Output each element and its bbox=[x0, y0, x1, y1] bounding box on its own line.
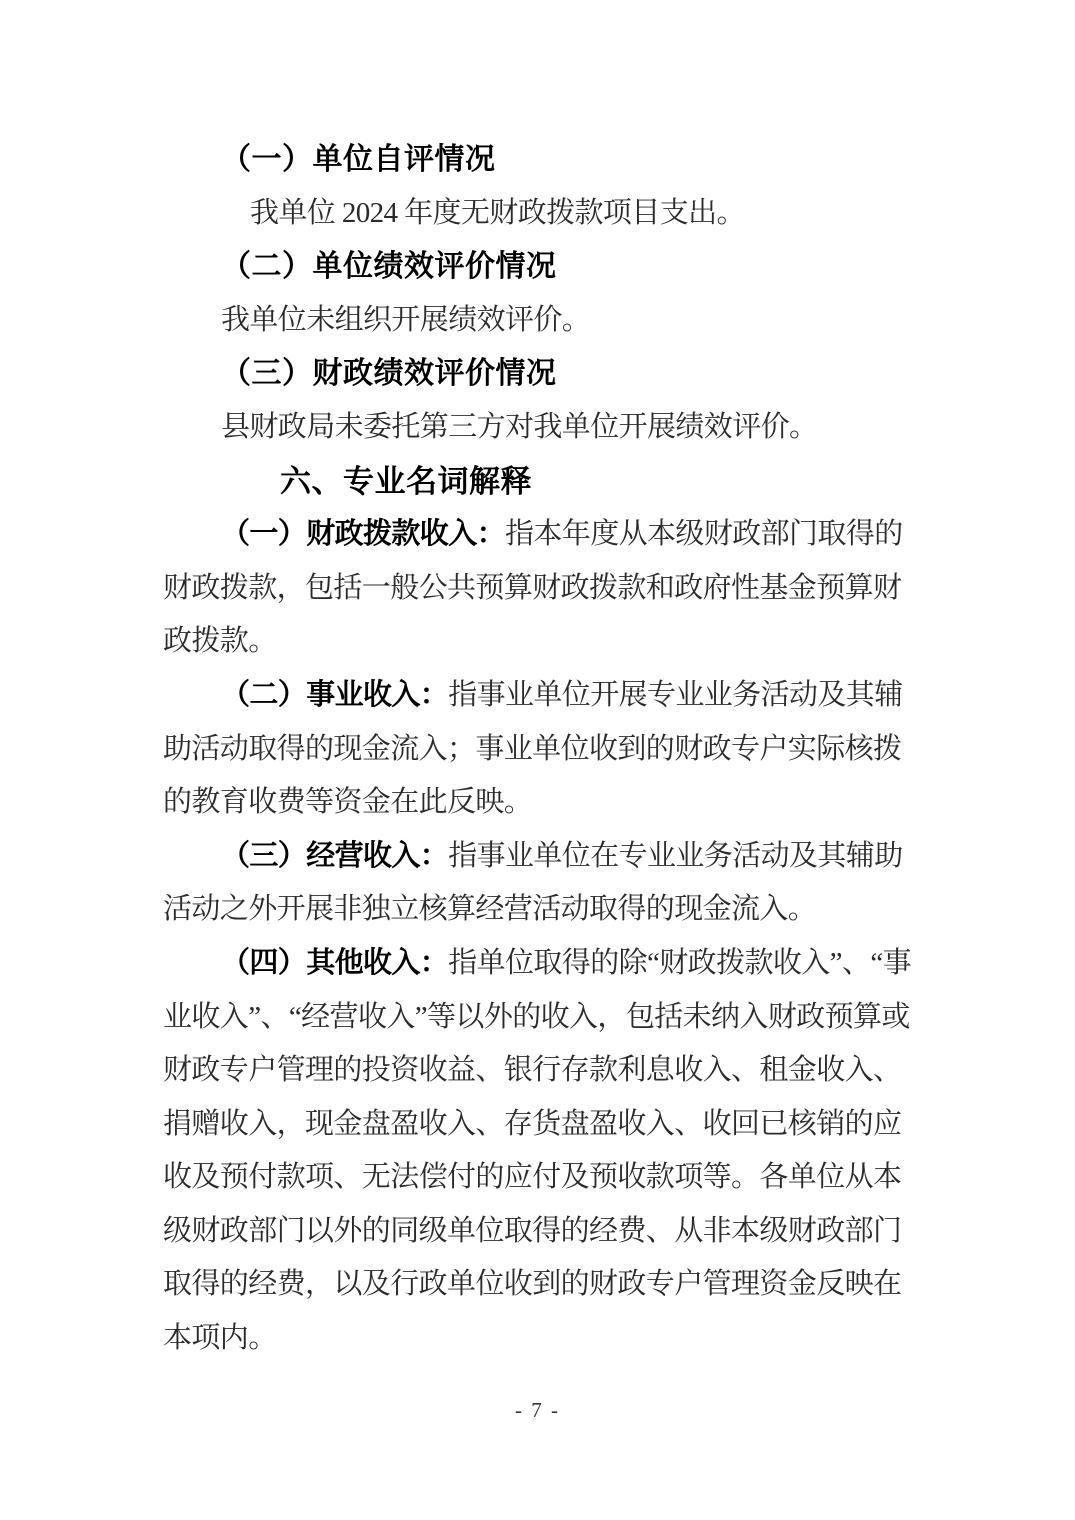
para-fiscal-appropriation-income-line-1 bbox=[163, 508, 915, 562]
para-fiscal-appropriation-income-line-3: 政拨款。 bbox=[163, 625, 277, 658]
para-other-income-line-4: 捐赠收入，现金盘盈收入、存货盘盈收入、收回已核销的应 bbox=[163, 1107, 902, 1140]
para-other-income-line-3: 财政专户管理的投资收益、银行存款利息收入、租金收入、 bbox=[163, 1054, 902, 1087]
text-block bbox=[163, 133, 915, 1366]
term-definition: 指事业单位在专业业务活动及其辅助 bbox=[448, 839, 903, 872]
para-fiscal-performance-evaluation: 县财政局未委托第三方对我单位开展绩效评价。 bbox=[221, 410, 818, 443]
heading-fiscal-performance-evaluation: （三）财政绩效评价情况 bbox=[221, 357, 557, 391]
term-label-fiscal-appropriation-income: （一）财政拨款收入： bbox=[221, 518, 506, 551]
term-definition: 指本年度从本级财政部门取得的 bbox=[505, 518, 903, 551]
para-other-income-line-1 bbox=[163, 937, 915, 991]
para-business-income-line-2: 助活动取得的现金流入；事业单位收到的财政专户实际核拨 bbox=[163, 732, 902, 765]
para-fiscal-appropriation-income-line-2: 财政拨款，包括一般公共预算财政拨款和政府性基金预算财 bbox=[163, 571, 902, 604]
term-definition: 指单位取得的除“财政拨款收入”、“事 bbox=[448, 946, 912, 979]
term-label-other-income: （四）其他收入： bbox=[221, 946, 449, 979]
para-operating-income-line-2: 活动之外开展非独立核算经营活动取得的现金流入。 bbox=[163, 893, 817, 926]
para-business-income-line-1 bbox=[163, 669, 915, 723]
heading-self-evaluation: （一）单位自评情况 bbox=[221, 143, 496, 176]
page-number: - 7 - bbox=[515, 1398, 560, 1422]
para-other-income-line-7: 取得的经费，以及行政单位收到的财政专户管理资金反映在 bbox=[163, 1268, 902, 1301]
para-other-income-line-6: 级财政部门以外的同级单位取得的经费、从非本级财政部门 bbox=[163, 1214, 902, 1247]
term-label-business-income: （二）事业收入： bbox=[221, 678, 449, 711]
para-other-income-line-5: 收及预付款项、无法偿付的应付及预收款项等。各单位从本 bbox=[163, 1161, 902, 1194]
para-business-income-line-3: 的教育收费等资金在此反映。 bbox=[163, 786, 533, 819]
para-operating-income-line-1 bbox=[163, 830, 915, 884]
term-label-operating-income: （三）经营收入： bbox=[221, 839, 449, 872]
para-other-income-line-2: 业收入”、“经营收入”等以外的收入，包括未纳入财政预算或 bbox=[163, 1000, 910, 1033]
term-definition: 指事业单位开展专业业务活动及其辅 bbox=[448, 678, 903, 711]
para-unit-performance-evaluation: 我单位未组织开展绩效评价。 bbox=[221, 303, 591, 336]
heading-unit-performance-evaluation: （二）单位绩效评价情况 bbox=[221, 250, 557, 284]
heading-terminology: 六、专业名词解释 bbox=[280, 463, 532, 499]
para-other-income-line-8: 本项内。 bbox=[163, 1322, 277, 1355]
para-self-evaluation: 我单位 2024 年度无财政拨款项目支出。 bbox=[250, 196, 745, 229]
